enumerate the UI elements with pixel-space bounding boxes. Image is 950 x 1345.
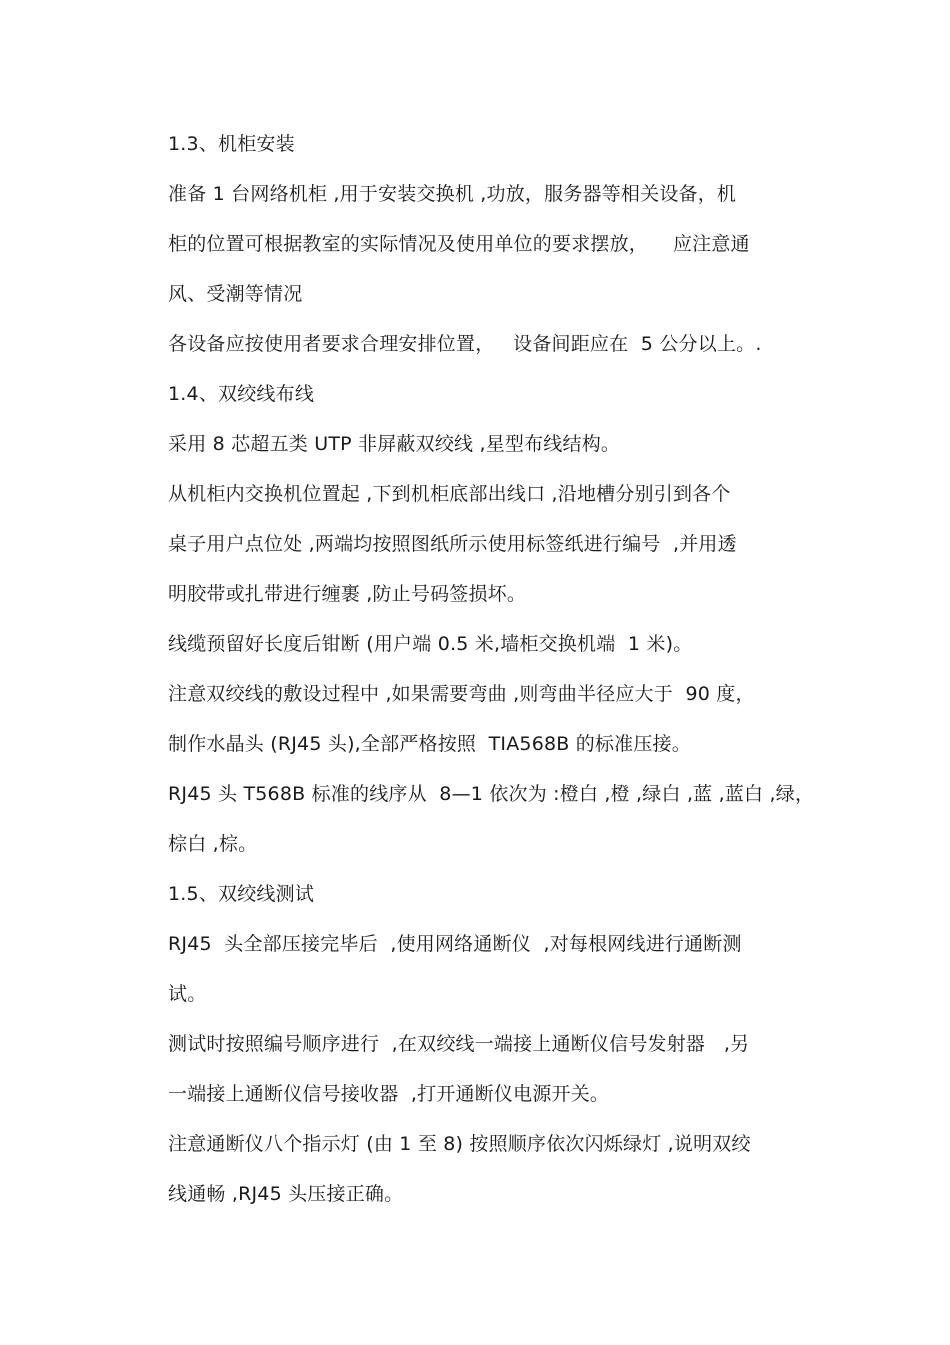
paragraph-line: 各设备应按使用者要求合理安排位置， 设备间距应在 5 公分以上。. — [168, 333, 762, 355]
paragraph-line: 试。 — [168, 983, 207, 1005]
paragraph-line: 采用 8 芯超五类 UTP 非屏蔽双绞线 ,星型布线结构。 — [168, 433, 621, 455]
paragraph-line: 注意双绞线的敷设过程中 ,如果需要弯曲 ,则弯曲半径应大于 90 度， — [168, 683, 755, 705]
heading-twisted-pair-wiring: 1.4、双绞线布线 — [168, 383, 315, 405]
heading-cabinet-installation: 1.3、机柜安装 — [168, 133, 295, 155]
paragraph-line: 注意通断仪八个指示灯 (由 1 至 8) 按照顺序依次闪烁绿灯 ,说明双绞 — [168, 1133, 751, 1155]
paragraph-line: 从机柜内交换机位置起 ,下到机柜底部出线口 ,沿地槽分别引到各个 — [168, 483, 731, 505]
paragraph-line: 一端接上通断仪信号接收器 ,打开通断仪电源开关。 — [168, 1083, 610, 1105]
paragraph-line: 棕白 ,棕。 — [168, 833, 258, 855]
paragraph-line: RJ45 头全部压接完毕后 ,使用网络通断仪 ,对每根网线进行通断测 — [168, 933, 742, 955]
paragraph-line: 线缆预留好长度后钳断 (用户端 0.5 米,墙柜交换机端 1 米)。 — [168, 633, 693, 655]
paragraph-line: 风、受潮等情况 — [168, 283, 303, 305]
paragraph-line: 线通畅 ,RJ45 头压接正确。 — [168, 1183, 404, 1205]
heading-twisted-pair-testing: 1.5、双绞线测试 — [168, 883, 315, 905]
paragraph-line: 桌子用户点位处 ,两端均按照图纸所示使用标签纸进行编号 ,并用透 — [168, 533, 737, 555]
paragraph-line: 明胶带或扎带进行缠裹 ,防止号码签损坏。 — [168, 583, 527, 605]
paragraph-line: 测试时按照编号顺序进行 ,在双绞线一端接上通断仪信号发射器 ,另 — [168, 1033, 750, 1055]
paragraph-line: 制作水晶头 (RJ45 头),全部严格按照 TIA568B 的标准压接。 — [168, 733, 691, 755]
paragraph-line: RJ45 头 T568B 标准的线序从 8—1 依次为 :橙白 ,橙 ,绿白 ,蓝 ,蓝白 ,绿， — [168, 783, 815, 805]
paragraph-line: 柜的位置可根据教室的实际情况及使用单位的要求摆放， 应注意通 — [168, 233, 750, 255]
paragraph-line: 准备 1 台网络机柜 ,用于安装交换机 ,功放，服务器等相关设备，机 — [168, 183, 737, 205]
